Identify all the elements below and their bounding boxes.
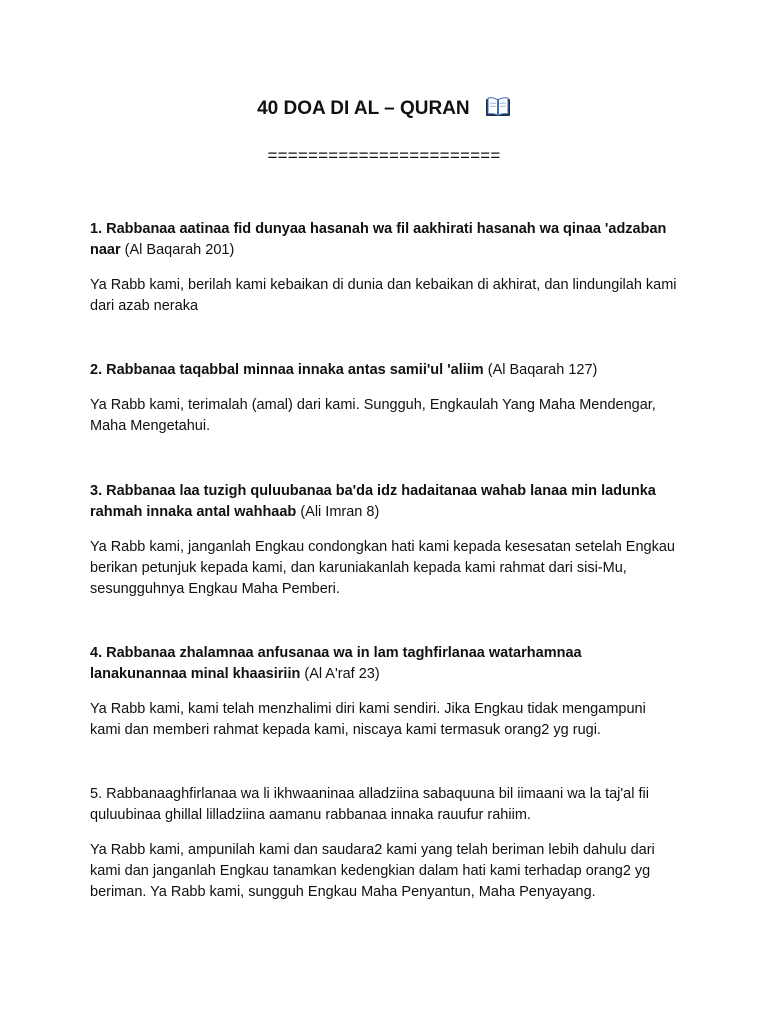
dua-text (90, 643, 680, 685)
dua-number: 2. (90, 362, 103, 378)
dua-number: 3. (90, 483, 103, 499)
dua-meaning: Ya Rabb kami, janganlah Engkau condongkan hati kami kepada kesesatan setelah Engkau berikan petunjuk kepada kami, dan karuniakanlah kepada kami rahmat dari sisi-Mu, sesungguhnya Engkau Maha Pemberi. (90, 539, 675, 597)
dua-text (90, 219, 680, 261)
dua-reference: (Al A'raf 23) (304, 666, 380, 682)
dua-number: 4. (90, 645, 103, 661)
dua-entry-2 (90, 360, 680, 437)
title-separator: ======================= (267, 146, 501, 165)
dua-entry-1 (90, 219, 680, 317)
dua-reference: (Al Baqarah 127) (487, 362, 598, 378)
dua-reference: (Al Baqarah 201) (124, 242, 235, 258)
dua-text (90, 360, 680, 381)
open-book-icon (485, 96, 511, 124)
dua-entry-4 (90, 643, 680, 741)
dua-entry-3 (90, 481, 680, 600)
dua-reference: (Ali Imran 8) (300, 504, 380, 520)
dua-entry-5 (90, 784, 680, 903)
dua-text (90, 481, 680, 523)
dua-transliteration: Rabbanaa laa tuzigh quluubanaa ba'da idz hadaitanaa wahab lanaa min ladunka rahmah innaka antal wahhaab (90, 483, 656, 520)
dua-meaning: Ya Rabb kami, terimalah (amal) dari kami. Sungguh, Engkaulah Yang Maha Mendengar, Maha Mengetahui. (90, 397, 656, 434)
dua-meaning: Ya Rabb kami, ampunilah kami dan saudara2 kami yang telah beriman lebih dahulu dari kami dan janganlah Engkau tanamkan kedengkian dalam hati kami terhadap orang2 yg beriman. Ya Rabb kami, sungguh Engkau Maha Penyantun, Maha Penyayang. (90, 842, 655, 900)
dua-text (90, 784, 680, 826)
page-title-text: 40 DOA DI AL – QURAN (257, 98, 470, 119)
page-title (0, 96, 768, 124)
dua-transliteration: Rabbanaa taqabbal minnaa innaka antas samii'ul 'aliim (106, 362, 484, 378)
dua-number: 5. (90, 786, 103, 802)
dua-number: 1. (90, 221, 103, 237)
dua-transliteration: Rabbanaa zhalamnaa anfusanaa wa in lam taghfirlanaa watarhamnaa lanakunannaa minal khaasiriin (90, 645, 582, 682)
dua-meaning: Ya Rabb kami, kami telah menzhalimi diri kami sendiri. Jika Engkau tidak mengampuni kami dan memberi rahmat kepada kami, niscaya kami termasuk orang2 yg rugi. (90, 701, 646, 738)
dua-transliteration: Rabbanaaghfirlanaa wa li ikhwaaninaa alladziina sabaquuna bil iimaani wa la taj'al fii quluubinaa ghillal lilladziina aamanu rabbanaa innaka rauufur rahiim. (90, 786, 649, 823)
dua-transliteration: Rabbanaa aatinaa fid dunyaa hasanah wa fil aakhirati hasanah wa qinaa 'adzaban naar (90, 221, 667, 258)
dua-meaning: Ya Rabb kami, berilah kami kebaikan di dunia dan kebaikan di akhirat, dan lindungilah kami dari azab neraka (90, 277, 677, 314)
